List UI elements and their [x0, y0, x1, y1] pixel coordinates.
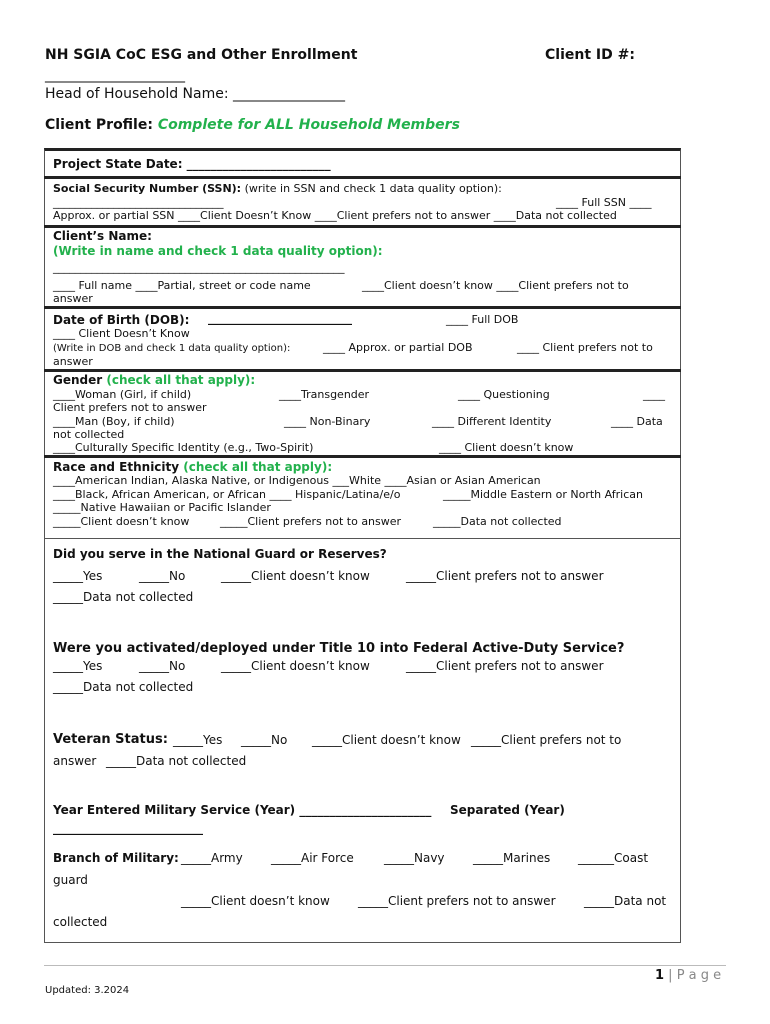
- race-pacific-islander-option[interactable]: _____Native Hawaiian or Pacific Islander: [53, 501, 271, 514]
- gender-prefers-blank[interactable]: ____: [643, 388, 665, 401]
- branch-airforce-option[interactable]: _____Air Force: [271, 851, 354, 865]
- title10-dk-option[interactable]: _____Client doesn’t know: [221, 659, 370, 673]
- guard-question: Did you serve in the National Guard or Reserves?: [53, 547, 387, 561]
- gender-man-option[interactable]: ____Man (Boy, if child): [53, 415, 175, 428]
- client-name-input-line[interactable]: _____________________________________________________: [53, 261, 345, 274]
- ssn-label: Social Security Number (SSN):: [53, 182, 242, 195]
- page-word: | P a g e: [664, 968, 722, 983]
- title10-dnc-option[interactable]: _____Data not collected: [53, 680, 194, 694]
- gender-dnc-option[interactable]: ____ Data: [611, 415, 663, 428]
- veteran-answer-text: answer: [53, 754, 97, 768]
- branch-navy-option[interactable]: _____Navy: [384, 851, 445, 865]
- name-dk-prefers-options[interactable]: ____Client doesn’t know ____Client prefers not to: [362, 279, 629, 292]
- gender-questioning-option[interactable]: ____ Questioning: [458, 388, 550, 401]
- head-of-household-field[interactable]: Head of Household Name: ________________: [45, 86, 346, 102]
- name-full-partial-options[interactable]: ____ Full name ____Partial, street or code name: [53, 279, 311, 292]
- gender-nonbinary-option[interactable]: ____ Non-Binary: [284, 415, 371, 428]
- gender-prefers-option: Client prefers not to answer: [53, 401, 207, 414]
- dob-approx-option[interactable]: ____ Approx. or partial DOB: [323, 341, 473, 354]
- branch-army-option[interactable]: _____Army: [181, 851, 243, 865]
- divider: [44, 538, 681, 539]
- veteran-prefers-option[interactable]: _____Client prefers not to: [471, 733, 622, 747]
- gender-not-collected-text: not collected: [53, 428, 125, 441]
- ssn-input-line[interactable]: _______________________________: [53, 196, 224, 209]
- dob-note: (Write in DOB and check 1 data quality option):: [53, 343, 291, 354]
- client-id-label: Client ID #:: [545, 47, 635, 63]
- gender-different-option[interactable]: ____ Different Identity: [432, 415, 552, 428]
- title10-yes-option[interactable]: _____Yes: [53, 659, 103, 673]
- form-title: NH SGIA CoC ESG and Other Enrollment: [45, 47, 358, 63]
- client-name-label: Client’s Name:: [53, 229, 152, 243]
- race-row-2-options[interactable]: ____Black, African American, or African ____ Hispanic/Latina/e/o: [53, 488, 401, 501]
- guard-dnc-option[interactable]: _____Data not collected: [53, 590, 194, 604]
- title10-prefers-option[interactable]: _____Client prefers not to answer: [406, 659, 604, 673]
- veteran-yes-option[interactable]: _____Yes: [173, 733, 223, 747]
- guard-dk-option[interactable]: _____Client doesn’t know: [221, 569, 370, 583]
- branch-prefers-option[interactable]: _____Client prefers not to answer: [358, 894, 556, 908]
- divider: [44, 369, 681, 372]
- divider: [44, 455, 681, 458]
- gender-cultural-option[interactable]: ____Culturally Specific Identity (e.g., Two-Spirit): [53, 441, 314, 454]
- project-start-date-field[interactable]: Project State Date: ________________________: [53, 157, 331, 171]
- dob-dk-option[interactable]: ____ Client Doesn’t Know: [53, 327, 190, 340]
- race-label: Race and Ethnicity: [53, 460, 180, 474]
- footer-divider: [44, 965, 726, 966]
- dob-answer-text: answer: [53, 355, 93, 368]
- ssn-note: (write in SSN and check 1 data quality option):: [241, 182, 502, 195]
- gender-label: Gender: [53, 373, 103, 387]
- divider: [44, 225, 681, 228]
- name-answer-text: answer: [53, 292, 93, 305]
- client-profile-note: Complete for ALL Household Members: [157, 117, 460, 133]
- gender-note: (check all that apply):: [102, 373, 256, 387]
- branch-dnc-option[interactable]: _____Data not: [584, 894, 667, 908]
- veteran-status-label: Veteran Status:: [53, 732, 168, 747]
- dob-prefers-option[interactable]: ____ Client prefers not to: [517, 341, 653, 354]
- gender-transgender-option[interactable]: ____Transgender: [279, 388, 370, 401]
- veteran-dk-option[interactable]: _____Client doesn’t know: [312, 733, 461, 747]
- year-entered-field[interactable]: Year Entered Military Service (Year) ______________________: [53, 803, 432, 817]
- guard-prefers-option[interactable]: _____Client prefers not to answer: [406, 569, 604, 583]
- race-dk-option[interactable]: _____Client doesn’t know: [53, 515, 190, 528]
- branch-label: Branch of Military:: [53, 851, 179, 865]
- ssn-quality-options[interactable]: Approx. or partial SSN ____Client Doesn’t Know ____Client prefers not to answer ____Data not collected: [53, 209, 617, 222]
- separated-year-label: Separated (Year): [450, 803, 565, 817]
- divider: [44, 176, 681, 179]
- branch-guard-text: guard: [53, 873, 88, 887]
- branch-marines-option[interactable]: _____Marines: [473, 851, 551, 865]
- ssn-full-option[interactable]: ____ Full SSN ____: [556, 196, 652, 209]
- title10-question: Were you activated/deployed under Title 10 into Federal Active-Duty Service?: [53, 641, 625, 656]
- branch-coastguard-option[interactable]: ______Coast: [578, 851, 649, 865]
- dob-full-option[interactable]: ____ Full DOB: [446, 313, 519, 326]
- separated-year-line[interactable]: _________________________: [53, 821, 203, 835]
- guard-yes-option[interactable]: _____Yes: [53, 569, 103, 583]
- race-middle-eastern-option[interactable]: _____Middle Eastern or North African: [443, 488, 643, 501]
- veteran-dnc-option[interactable]: _____Data not collected: [106, 754, 247, 768]
- updated-date: Updated: 3.2024: [45, 985, 130, 996]
- branch-dk-option[interactable]: _____Client doesn’t know: [181, 894, 330, 908]
- dob-label: Date of Birth (DOB):: [53, 313, 190, 327]
- client-id-line[interactable]: ____________________: [45, 67, 185, 83]
- guard-no-option[interactable]: _____No: [139, 569, 186, 583]
- race-prefers-option[interactable]: _____Client prefers not to answer: [220, 515, 402, 528]
- page-number: 1: [655, 968, 665, 983]
- dob-input-line[interactable]: ________________________: [208, 311, 352, 325]
- branch-collected-text: collected: [53, 915, 108, 929]
- race-row-1-options[interactable]: ____American Indian, Alaska Native, or Indigenous ___White ____Asian or Asian American: [53, 474, 541, 487]
- client-name-note: (Write in name and check 1 data quality option):: [53, 244, 383, 258]
- gender-woman-option[interactable]: ____Woman (Girl, if child): [53, 388, 192, 401]
- divider: [44, 306, 681, 309]
- race-note: (check all that apply):: [179, 460, 333, 474]
- veteran-no-option[interactable]: _____No: [241, 733, 288, 747]
- race-dnc-option[interactable]: _____Data not collected: [433, 515, 562, 528]
- gender-dk-option[interactable]: ____ Client doesn’t know: [439, 441, 574, 454]
- client-profile-label: Client Profile:: [45, 117, 153, 133]
- title10-no-option[interactable]: _____No: [139, 659, 186, 673]
